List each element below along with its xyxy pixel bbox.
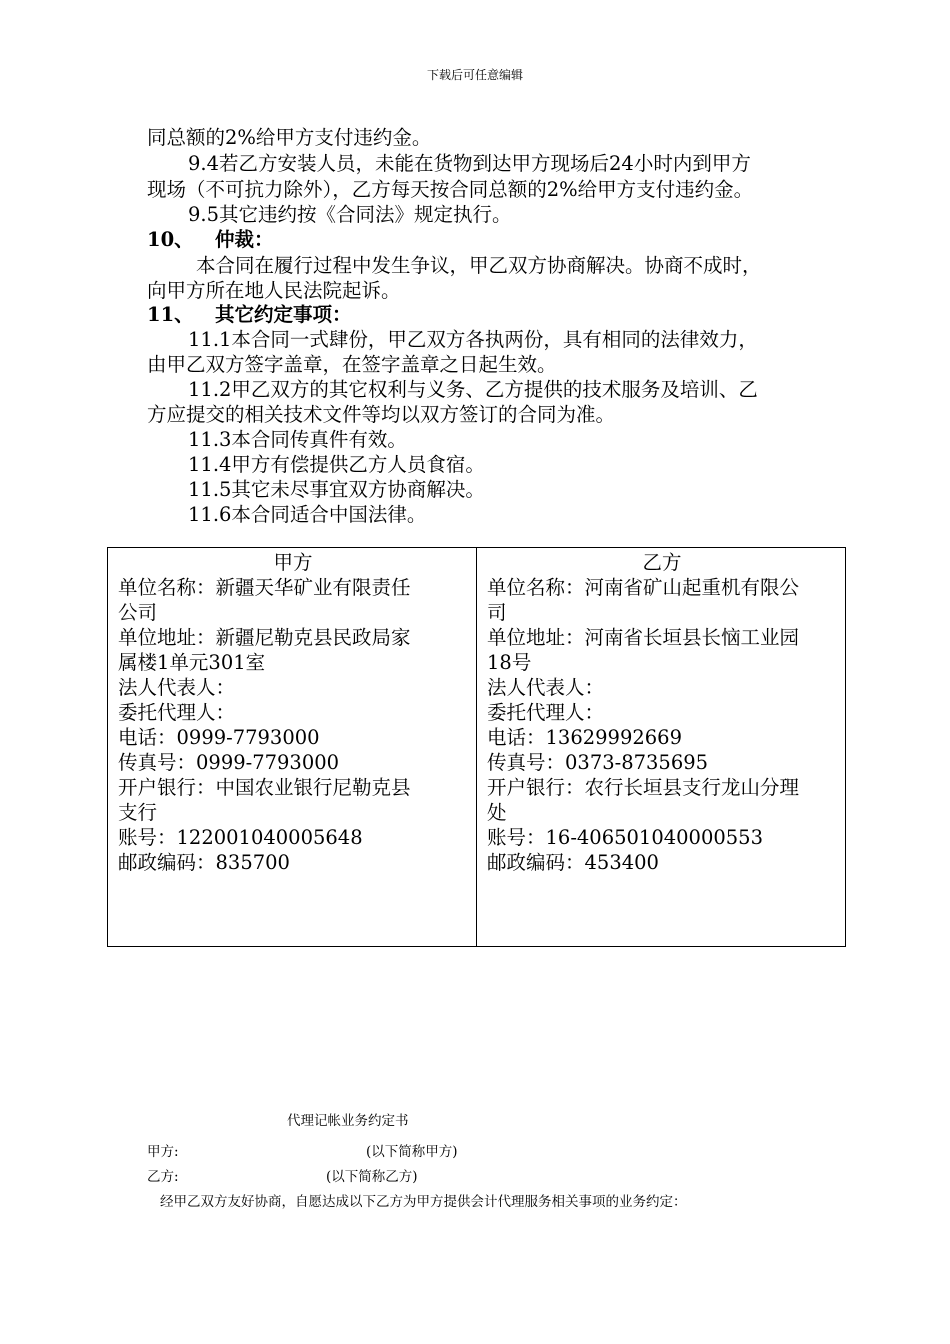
party-b-address-line1: 单位地址：河南省长垣县长恼工业园: [487, 626, 800, 649]
clause-9-4-line1: 9.4若乙方安装人员，未能在货物到达甲方现场后24小时内到甲方: [188, 152, 751, 175]
party-b-name-line1: 单位名称：河南省矿山起重机有限公: [487, 576, 800, 599]
section-10-heading: [147, 227, 274, 253]
clause-11-1-line2: 由甲乙双方签字盖章，在签字盖章之日起生效。: [147, 353, 557, 376]
clause-line: 同总额的2%给甲方支付违约金。: [147, 126, 432, 149]
clause-11-4: 11.4甲方有偿提供乙方人员食宿。: [188, 453, 485, 476]
section-11-title: 其它约定事项：: [215, 303, 352, 326]
arbitration-line2: 向甲方所在地人民法院起诉。: [147, 279, 401, 302]
section-11-heading: [147, 302, 352, 328]
party-a-bank-line2: 支行: [118, 801, 158, 824]
party-b-bank-line1: 开户银行：农行长垣县支行龙山分理: [487, 776, 800, 799]
clause-9-5: 9.5其它违约按《合同法》规定执行。: [188, 203, 512, 226]
party-a-postcode: 邮政编码：835700: [118, 851, 290, 874]
party-b-fax: 传真号：0373-8735695: [487, 751, 709, 774]
party-a-bank-line1: 开户银行：中国农业银行尼勒克县: [118, 776, 411, 799]
party-b-heading: 乙方: [642, 551, 682, 574]
party-b-name-line2: 司: [487, 601, 507, 624]
party-b-agent: 委托代理人：: [487, 701, 605, 724]
party-b-address-line2: 18号: [487, 651, 532, 674]
clause-11-2-line2: 方应提交的相关技术文件等均以双方签订的合同为准。: [147, 403, 616, 426]
page-header-note: 下载后可任意编辑: [426, 68, 523, 82]
clause-11-6: 11.6本合同适合中国法律。: [188, 503, 427, 526]
section-10-title: 仲裁：: [215, 228, 274, 251]
party-a-fax: 传真号：0999-7793000: [118, 751, 340, 774]
party-a-name-line2: 公司: [118, 601, 158, 624]
agreement-title: 代理记帐业务约定书: [287, 1113, 409, 1129]
section-10-number: 10、: [147, 228, 194, 251]
agreement-party-a-label: 甲方:: [147, 1144, 179, 1160]
party-a-agent: 委托代理人：: [118, 701, 236, 724]
clause-11-1-line1: 11.1本合同一式肆份，甲乙双方各执两份，具有相同的法律效力，: [188, 328, 758, 351]
agreement-intro: 经甲乙双方友好协商，自愿达成以下乙方为甲方提供会计代理服务相关事项的业务约定：: [160, 1194, 687, 1210]
party-a-address-line1: 单位地址：新疆尼勒克县民政局家: [118, 626, 411, 649]
arbitration-line1: 本合同在履行过程中发生争议，甲乙双方协商解决。协商不成时，: [196, 254, 762, 277]
clause-11-2-line1: 11.2甲乙双方的其它权利与义务、乙方提供的技术服务及培训、乙: [188, 378, 758, 401]
party-a-name-line1: 单位名称：新疆天华矿业有限责任: [118, 576, 411, 599]
party-b-postcode: 邮政编码：453400: [487, 851, 659, 874]
party-a-phone: 电话：0999-7793000: [118, 726, 320, 749]
agreement-party-a-note: (以下简称甲方): [366, 1144, 458, 1160]
party-a-cell: [108, 548, 477, 947]
clause-9-4-line2: 现场（不可抗力除外），乙方每天按合同总额的2%给甲方支付违约金。: [147, 178, 754, 201]
party-b-account: 账号：16-406501040000553: [487, 826, 763, 849]
section-11-number: 11、: [147, 303, 194, 326]
party-a-legal-rep: 法人代表人：: [118, 676, 236, 699]
clause-11-3: 11.3本合同传真件有效。: [188, 428, 407, 451]
party-a-address-line2: 属楼1单元301室: [118, 651, 266, 674]
parties-table: [107, 547, 846, 947]
agreement-party-b-note: (以下简称乙方): [326, 1169, 418, 1185]
party-a-account: 账号：122001040005648: [118, 826, 363, 849]
party-b-cell: [477, 548, 846, 947]
party-b-bank-line2: 处: [487, 801, 507, 824]
clause-11-5: 11.5其它未尽事宜双方协商解决。: [188, 478, 485, 501]
party-b-phone: 电话：13629992669: [487, 726, 682, 749]
party-a-heading: 甲方: [273, 551, 313, 574]
party-b-legal-rep: 法人代表人：: [487, 676, 605, 699]
agreement-party-b-label: 乙方:: [147, 1169, 179, 1185]
